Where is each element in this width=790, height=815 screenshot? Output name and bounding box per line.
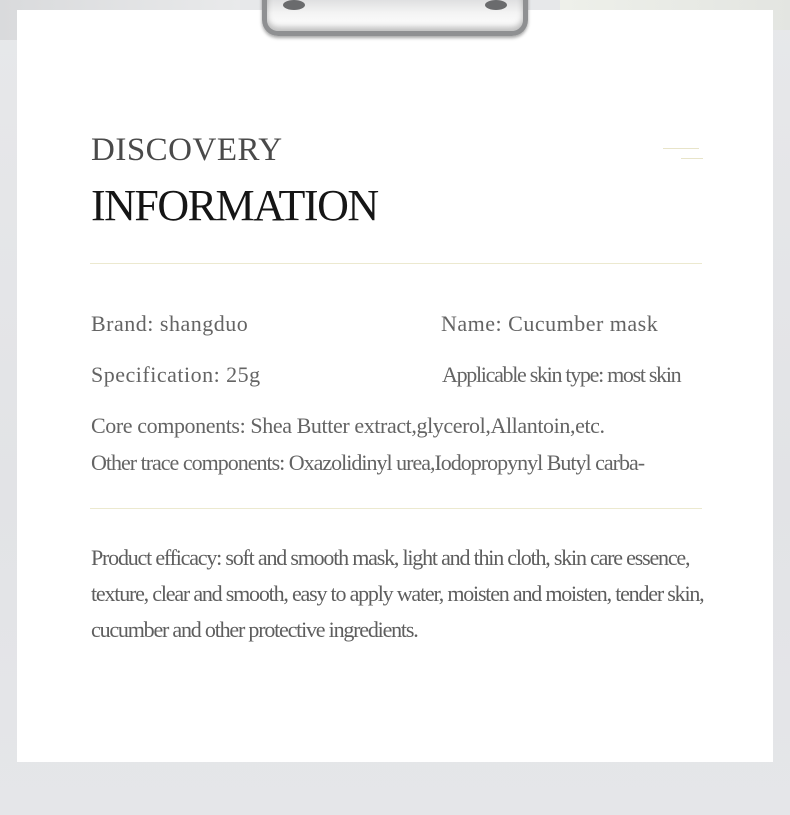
decor-line-top (663, 148, 699, 149)
clip-hole-left (283, 0, 305, 10)
name-text: Name: Cucumber mask (441, 311, 659, 336)
efficacy-text: Product efficacy: soft and smooth mask, light and thin cloth, skin care essence, texture, clear and smooth, easy to apply water, moisten and moisten, tender skin, cucumber and other protective ingredients. (91, 545, 704, 642)
divider-top (90, 263, 702, 264)
divider-bottom (90, 508, 702, 509)
heading-information: INFORMATION (91, 181, 378, 230)
info-card (17, 10, 773, 762)
skin-type-text: Applicable skin type: most skin (442, 362, 681, 387)
binder-clip (262, 0, 528, 36)
core-components-text: Core components: Shea Butter extract,glycerol,Allantoin,etc. (91, 413, 605, 438)
other-components-text: Other trace components: Oxazolidinyl urea,Iodopropynyl Butyl carba- (91, 450, 645, 475)
decor-line-bottom (681, 158, 703, 159)
specification-text: Specification: 25g (91, 362, 261, 387)
heading-discovery: DISCOVERY (91, 132, 283, 168)
clip-hole-right (485, 0, 507, 10)
brand-text: Brand: shangduo (91, 311, 249, 336)
